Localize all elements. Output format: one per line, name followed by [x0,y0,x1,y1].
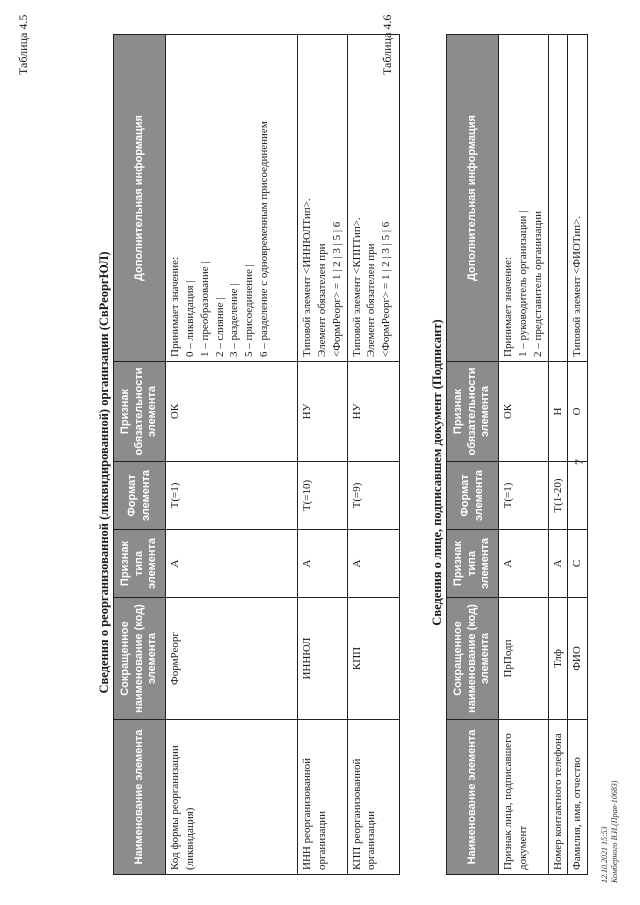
cell-req: НУ [298,362,348,462]
cell-code: Тлф [548,598,568,720]
cell-code: ИННЮЛ [298,598,348,720]
data-table [113,34,400,875]
cell-format: T(=9) [347,462,399,530]
table-row [548,35,568,875]
cell-name: Признак лица, подписавшего документ [499,720,549,875]
info-line: 0 – ликвидация | [183,280,196,357]
cell-req: Н [548,362,568,462]
table-header-row [447,35,499,875]
cell-type: А [548,530,568,598]
info-line: 1 – преобразование | [198,261,211,357]
cell-name: Номер контактного телефона [548,720,568,875]
cell-info [548,35,568,362]
table-title: Сведения о реорганизованной (ликвидированной) организации (СвРеоргЮЛ) [97,251,111,694]
cell-req: ОК [499,362,549,462]
column-header: Признак типа элемента [114,530,166,598]
info-line: 5 – присоединение | [243,264,256,357]
column-header: Признак обязательности элемента [447,362,499,462]
info-line: <ФормРеорг> = 1 | 2 | 3 | 5 | 6 [330,221,343,357]
cell-info [347,35,399,362]
column-header: Дополнительная информация [114,35,166,362]
column-header: Формат элемента [114,462,166,530]
column-header: Сокращенное наименование (код) элемента [447,598,499,720]
cell-name: Фамилия, имя, отчество [568,720,588,875]
cell-type: А [347,530,399,598]
cell-name: Код формы реорганизации (ликвидация) [166,720,298,875]
table-header-row [114,35,166,875]
signature-line: 12.10.2021 15:53 [600,826,609,883]
info-line: Элемент обязателен при [315,243,328,357]
cell-info [166,35,298,362]
column-header: Формат элемента [447,462,499,530]
info-line: Типовой элемент <ФИОТип>. [571,215,584,357]
cell-info [499,35,549,362]
table-row [166,35,298,875]
table-caption: Таблица 4.6 [380,14,394,75]
info-line: Типовой элемент <КППТип>. [350,217,363,357]
table-row [298,35,348,875]
info-line: Элемент обязателен при [365,243,378,357]
cell-type: С [568,530,588,598]
cell-code: ПрПодп [499,598,549,720]
page-number: 7 [572,459,586,465]
cell-format: T(=1) [166,462,298,530]
info-line: Принимает значение: [169,256,181,357]
cell-info [298,35,348,362]
info-line: <ФормРеорг> = 1 | 2 | 3 | 5 | 6 [380,221,393,357]
cell-code: ФормРеорг [166,598,298,720]
info-line: 2 – представитель организации [531,210,544,357]
table-row [347,35,399,875]
cell-code: ФИО [568,598,588,720]
info-line: Принимает значение: [502,256,514,357]
cell-format [568,462,588,530]
column-header: Сокращенное наименование (код) элемента [114,598,166,720]
cell-format: T(=1) [499,462,549,530]
info-line: Типовой элемент <ИННЮЛТип>. [301,198,313,357]
cell-req: НУ [347,362,399,462]
table-caption: Таблица 4.5 [16,14,30,75]
signature-stamp [600,781,621,883]
cell-name: КПП реорганизованной организации [347,720,399,875]
table-row [499,35,549,875]
column-header: Признак типа элемента [447,530,499,598]
cell-format: T(1-20) [548,462,568,530]
cell-format: T(=10) [298,462,348,530]
info-line: 3 – разделение | [228,283,241,357]
column-header: Дополнительная информация [447,35,499,362]
cell-type: А [499,530,549,598]
table-title: Сведения о лице, подписавшем документ (Подписант) [430,319,444,626]
cell-code: КПП [347,598,399,720]
info-line: 2 – слияние | [213,297,226,357]
column-header: Признак обязательности элемента [114,362,166,462]
column-header: Наименование элемента [447,720,499,875]
cell-req: ОК [166,362,298,462]
signature-line: Комберного В.И.(Прав-10683) [610,780,620,883]
cell-info [568,35,588,362]
info-line: 1 – руководитель организации | [516,210,529,357]
table-row [568,35,588,875]
cell-name: ИНН реорганизованной организации [298,720,348,875]
cell-req: О [568,362,588,462]
column-header: Наименование элемента [114,720,166,875]
cell-type: А [166,530,298,598]
info-line: 6 – разделение с одновременным присоединением [258,121,271,357]
cell-type: А [298,530,348,598]
data-table [446,34,588,875]
